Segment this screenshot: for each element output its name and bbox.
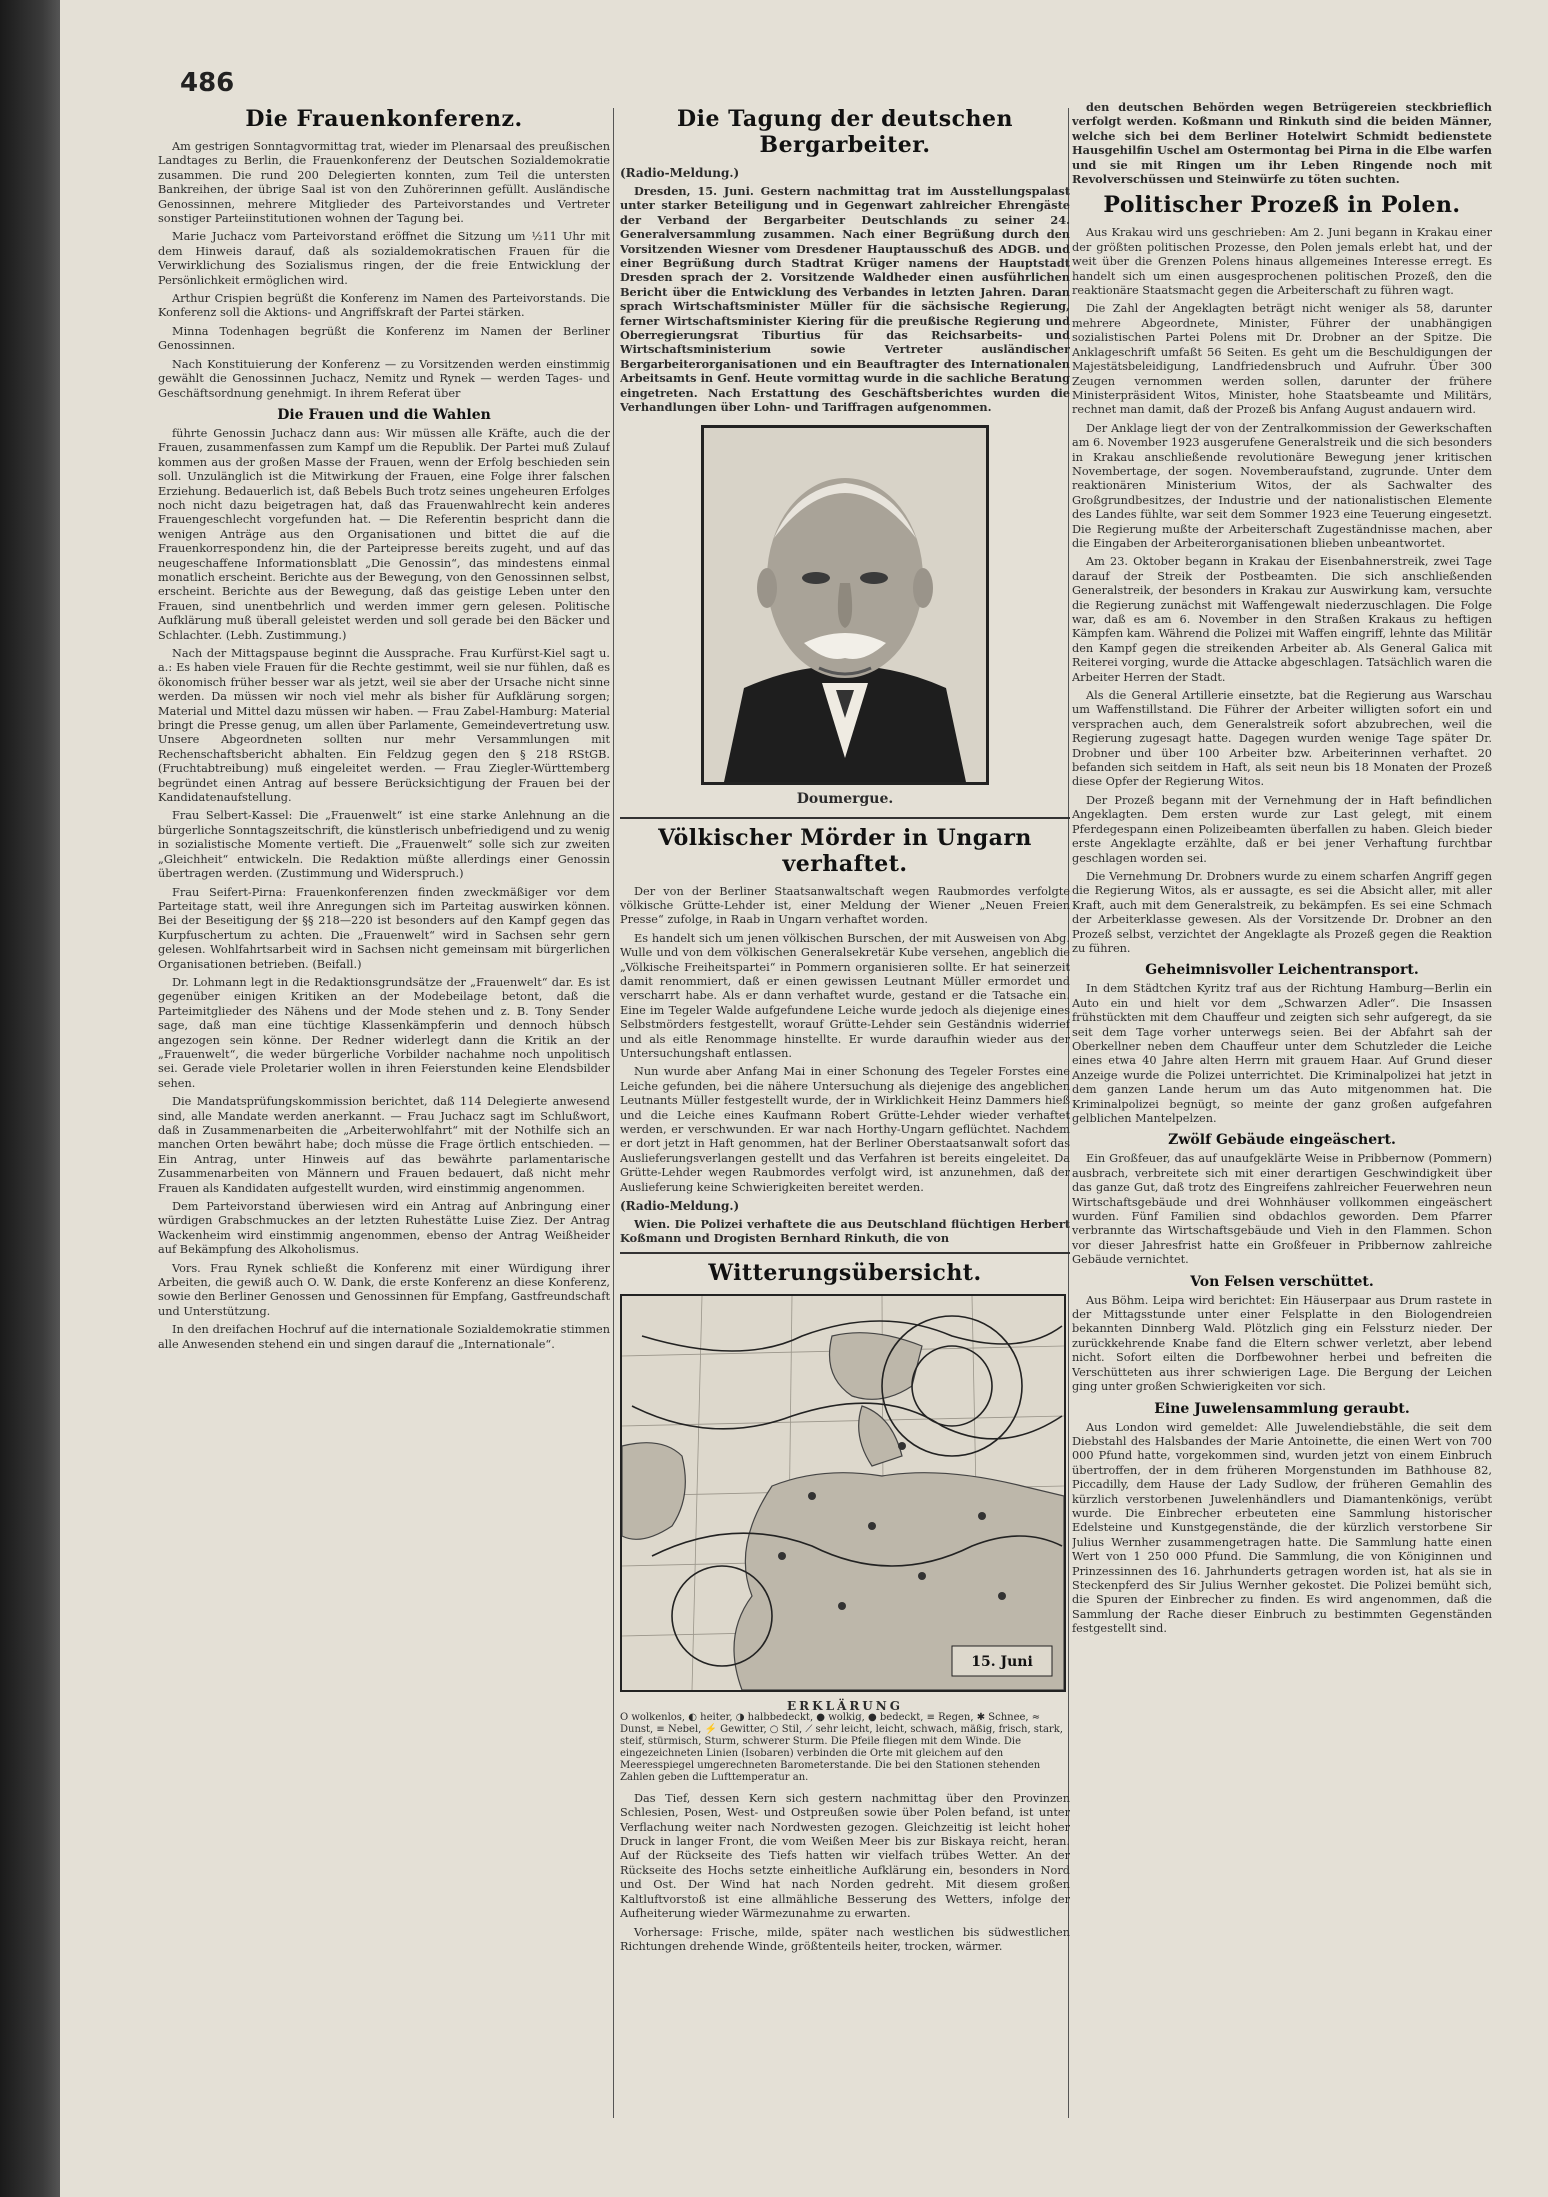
paragraph: Am gestrigen Sonntagvormittag trat, wieder im Plenarsaal des preußischen Landtages zu Berlin, die Frauenkonferenz der Deutschen Sozialdemokratie zusammen. Die rund 200 Delegierten konnten, zum Teil die untersten Bankreihen, der übrige Saal ist von den Zuhörerinnen gefüllt. Ausländische Genossinnen, mehrere Mitglieder des Parteivorstandes und Vertreter sonstiger Parteiinstitutionen wohnen der Tagung bei. <box>158 140 610 226</box>
paragraph: Dresden, 15. Juni. Gestern nachmittag trat im Ausstellungspalast unter starker Beteiligung und in Gegenwart zahlreicher Ehrengäste der Verband der Bergarbeiter Deutschlands zu seiner 24. Generalversammlung zusammen. Nach einer Begrüßung durch den Vorsitzenden Wiesner vom Dresdener Hauptausschuß des ADGB. und einer Begrüßung durch Stadtrat Krüger namens der Hauptstadt Dresden sprach der 2. Vorsitzende Waldheder einen ausführlichen Bericht über die Entwicklung des Verbandes in letzten Jahren. Daran sprach Wirtschaftsminister Müller für die sächsische Regierung, ferner Wirtschaftsminister Kiering für die preußische Regierung und Oberregierungsrat Tiburtius für das Reichsarbeits- und Wirtschaftsministerium sowie Vertreter ausländischer Bergarbeiterorganisationen und ein Beauftragter des Internationalen Arbeitsamts in Genf. Heute vormittag wurde in die sachliche Beratung eingetreten. Nach Erstattung des Geschäftsberichtes wurden die Verhandlungen über Lohn- und Tariffragen aufgenommen. <box>620 184 1070 415</box>
portrait-photo <box>701 425 989 785</box>
headline-frauenkonferenz: Die Frauenkonferenz. <box>245 106 523 132</box>
paragraph: Wien. Die Polizei verhaftete die aus Deutschland flüchtigen Herbert Koßmann und Drogisten Bernhard Rinkuth, die von <box>620 1217 1070 1246</box>
weather-map <box>620 1294 1066 1692</box>
headline-bergarbeiter: Die Tagung der deutschen Bergarbeiter. <box>677 106 1013 158</box>
paragraph: Das Tief, dessen Kern sich gestern nachmittag über den Provinzen Schlesien, Posen, West- und Ostpreußen sowie über Polen befand, ist unter Verflachung weiter nach Nordwesten gezogen. Gleichzeitig ist leicht hoher Druck in langer Front, die vom Weißen Meer bis zur Biskaya reicht, heran. Auf der Rückseite des Tiefs hatten wir vielfach trübes Wetter. An der Rückseite des Hochs setzte einheitliche Aufklärung ein, besonders in Nord und Ost. Der Wind hat nach Norden gedreht. Mit diesem großen Kaltluftvorstoß ist eine allmähliche Besserung des Wetters, infolge der Aufheiterung wieder Wärmezunahme zu erwarten. <box>620 1791 1070 1921</box>
column-rule-1 <box>613 108 614 2118</box>
headline-moerder-ungarn: Völkischer Mörder in Ungarn verhaftet. <box>658 824 1032 877</box>
subheadline-frauen-wahlen: Die Frauen und die Wahlen <box>277 406 491 423</box>
paragraph: Frau Selbert-Kassel: Die „Frauenwelt“ ist eine starke Anlehnung an die bürgerliche Sonntagszeitschrift, die künstlerisch unbefriedigend und zu wenig in sozialistische Momente vertieft. Die „Frauenwelt“ solle sich zur zweiten „Gleichheit“ entwickeln. Die Redaktion müßte allerdings einer Genossin übertragen werden. (Zustimmung und Widerspruch.) <box>158 809 610 881</box>
paragraph: Frau Seifert-Pirna: Frauenkonferenzen finden zweckmäßiger vor dem Parteitage statt, weil ihre Anregungen sich im Parteitag auswirken können. Bei der Beseitigung der §§ 218—220 ist besonders auf den Kampf gegen das Kurpfuschertum zu achten. Die „Frauenwelt“ wird in Sachsen sehr gern gelesen. Wohlfahrtsarbeit wird in Sachsen nicht gemeinsam mit bürgerlichen Organisationen betrieben. (Beifall.) <box>158 885 610 971</box>
subheadline-leichentransport: Geheimnisvoller Leichentransport. <box>1145 962 1419 979</box>
source-line: (Radio-Meldung.) <box>620 166 740 180</box>
divider <box>620 1252 1070 1254</box>
paragraph: Die Vernehmung Dr. Drobners wurde zu einem scharfen Angriff gegen die Regierung Witos, als er aussagte, es sei die Absicht aller, mit aller Kraft, auch mit dem Generalstreik, zu bekämpfen. Es sei eine Schmach der Arbeiterklasse gewesen. Als der Vorsitzende Dr. Drobner an den Prozeß selbst, verzichtet der Angeklagte als Prozeß gegen die Reaktion zu führen. <box>1072 869 1492 955</box>
map-date-label: 15. Juni <box>971 1653 1033 1670</box>
book-binding <box>0 0 60 2197</box>
paragraph: Nach der Mittagspause beginnt die Aussprache. Frau Kurfürst-Kiel sagt u. a.: Es haben viele Frauen für die Rechte gestimmt, weil sie nur fühlen, daß es ökonomisch früher besser war als jetzt, weil sie aber der Ursache nicht sinne werden. Da müssen wir noch viel mehr als bisher für Aufklärung sorgen; Material und Mittel dazu müssen wir haben. — Frau Zabel-Hamburg: Material bringt die Presse genug, um allen über Parlamente, Gemeindevertretung usw. Unsere Abgeordneten sollten nur mehr Versammlungen mit Rechenschaftsbericht abhalten. Ein Feldzug gegen den § 218 RStGB. (Fruchtabtreibung) muß eingeleitet werden. — Frau Ziegler-Württemberg begründet einen Antrag auf bessere Berücksichtigung der Frauen bei der Kandidatenaufstellung. <box>158 647 610 805</box>
paragraph: In dem Städtchen Kyritz traf aus der Richtung Hamburg—Berlin ein Auto ein und hielt vor dem „Schwarzen Adler“. Die Insassen frühstückten mit dem Chauffeur und zeigten sich sehr aufgeregt, da sie seit dem Tage vorher unterwegs seien. Bei der Abfahrt sah der Oberkellner neben dem Chauffeur unter dem Schutzleder die Leiche eines etwa 40 Jahre alten Herrn mit grauem Haar. Auf Grund dieser Anzeige wurde die Polizei unterrichtet. Die Kriminalpolizei hat jetzt in dem ganzen Lande herum um das Auto mitgenommen hat. Die Kriminalpolizei begnügt, so meinte der ganz großen aufgefahren gelblichen Mantelpelzen. <box>1072 982 1492 1125</box>
weather-map-drawing <box>622 1296 1064 1690</box>
paragraph: Aus London wird gemeldet: Alle Juwelendiebstähle, die seit dem Diebstahl des Halsbandes der Marie Antoinette, die einen Wert von 700 000 Pfund hatte, vorgekommen sind, wurden jetzt von einem Einbruch übertroffen, der in dem früheren Morgenstunden im Bathhouse 82, Piccadilly, dem Hause der Lady Sudlow, der früheren Gemahlin des kürzlich verstorbenen Juwelenhändlers und Diamantenkönigs, verübt wurde. Die Einbrecher erbeuteten eine Sammlung historischer Edelsteine und Kunstgegenstände, die der kürzlich verstorbene Sir Julius Wernher zusammengetragen hatte. Die Sammlung hatte einen Wert von 1 250 000 Pfund. Die Sammlung, die von Königinnen und Prinzessinnen des 16. Jahrhunderts getragen worden ist, hat als sie in Steckenpferd des Sir Julius Wernher gekostet. Die Polizei bemüht sich, die Spuren der Einbrecher zu finden. Es wird angenommen, daß die Sammlung der Rache dieser Einbruch zu bestimmten Gegenständen festgestellt sind. <box>1072 1420 1492 1636</box>
paragraph: Marie Juchacz vom Parteivorstand eröffnet die Sitzung um ½11 Uhr mit dem Hinweis darauf, daß als sozialdemokratischen Frauen für die Verwirklichung des Sozialismus ringen, der die freie Entwicklung der Persönlichkeit ermöglichen wird. <box>158 230 610 287</box>
paragraph: In den dreifachen Hochruf auf die internationale Sozialdemokratie stimmen alle Anwesenden stehend ein und singen darauf die „Internationale“. <box>158 1323 610 1351</box>
paragraph: Dr. Lohmann legt in die Redaktionsgrundsätze der „Frauenwelt“ dar. Es ist gegenüber einigen Kritiken an der Modebeilage betont, daß die Parteimitglieder des Nähens und der Mode stehen und z. B. Tony Sender sage, daß man eine tüchtige Klassenkämpferin und dennoch hübsch angezogen sein könne. Der Redner widerlegt dann die Kritik an der „Frauenwelt“, die weder bürgerliche Vorbilder nachahme noch unpolitisch sei. Gerade viele Proletarier wollen in ihren Feierstunden keine Elendsbilder sehen. <box>158 975 610 1090</box>
paragraph: Die Zahl der Angeklagten beträgt nicht weniger als 58, darunter mehrere Abgeordnete, Minister, Führer der unabhängigen sozialistischen Partei Polens mit Dr. Drobner an der Spitze. Die Anklageschrift umfaßt 56 Seiten. Es geht um die Beschuldigungen der Majestätsbeleidigung, Landfriedensbruch und Aufruhr. Über 300 Zeugen vernommen werden sollen, darunter der frühere Ministerpräsident Witos, Minister, hohe Staatsbeamte und Militärs, rechnet man damit, daß der Prozeß bis Anfang August andauern wird. <box>1072 302 1492 417</box>
subheadline-felsen: Von Felsen verschüttet. <box>1190 1273 1374 1290</box>
paragraph: Minna Todenhagen begrüßt die Konferenz im Namen der Berliner Genossinnen. <box>158 324 610 353</box>
map-legend <box>620 1700 1070 1784</box>
paragraph: Arthur Crispien begrüßt die Konferenz im Namen des Parteivorstands. Die Konferenz soll die Aktions- und Angriffskraft der Partei stärken. <box>158 292 610 320</box>
headline-witterung: Witterungsübersicht. <box>708 1259 982 1286</box>
paragraph: führte Genossin Juchacz dann aus: Wir müssen alle Kräfte, auch die der Frauen, zusammenfassen zum Kampf um die Republik. Der Partei muß Zulauf kommen aus der großen Masse der Frauen, wenn der Erfolg beschieden sein soll. Unzulänglich ist die Mitwirkung der Frauen, eine Folge ihrer falschen Erziehung. Bedauerlich ist, daß Bebels Buch trotz seines ungeheuren Erfolges noch nicht dazu beigetragen hat, daß das Frauenwahlrecht kein anderes Frauengeschlecht vorgefunden hat. — Die Referentin bespricht dann die wenigen Anträge aus den Organisationen und bittet die auf die Frauenkorrespondenz hin, die der Parteipresse bereits zugeht, und auf das neugeschaffene Informationsblatt „Die Genossin“, das mindestens einmal monatlich erscheint. Berichte aus der Bewegung, von den Genossinnen selbst, erscheint. Berichte aus der Bewegung, daß das geistige Leben unter den Frauen, sind unentbehrlich und werden immer gern gelesen. Politische Aufklärung muß überall geleistet werden und soll gerade bei den Bäcker und Schlachter. (Lebh. Zustimmung.) <box>158 426 610 642</box>
subheadline-gebaeude: Zwölf Gebäude eingeäschert. <box>1168 1132 1396 1149</box>
paragraph: Die Mandatsprüfungskommission berichtet, daß 114 Delegierte anwesend sind, alle Mandate werden anerkannt. — Frau Juchacz sagt im Schlußwort, daß in Zusammenarbeiten die „Arbeiterwohlfahrt“ mit der Nothilfe sich an manchen Orten bewährt habe; doch müsse die Frage örtlich entschieden. — Ein Antrag, unter Hinweis auf das bewährte parlamentarische Zusammenarbeiten von Männern und Frauen bedauert, daß nicht mehr Frauen als Kandidaten aufgestellt wurden, wird einstimmig angenommen. <box>158 1095 610 1195</box>
paragraph: den deutschen Behörden wegen Betrügereien steckbrieflich verfolgt werden. Koßmann und Rinkuth sind die beiden Männer, welche sich bei dem Berliner Hotelwirt Schmidt bedienstete Hausgehilfin Uschel am Ostermontag bei Pirna in die Elbe warfen und sie mit Ringen um ihr Leben Ringende noch mit Revolverschüssen und Steinwürfe zu töten suchten. <box>1072 100 1492 187</box>
legend-text: O wolkenlos, ◐ heiter, ◑ halbbedeckt, ● wolkig, ● bedeckt, ≡ Regen, ✱ Schnee, ≈ Dunst, ≡ Nebel, ⚡ Gewitter, ○ Stil, ⟋ sehr leicht, leicht, schwach, mäßig, frisch, stark, steif, stürmisch, Sturm, schwerer Sturm. Die Pfeile fliegen mit dem Winde. Die eingezeichneten Linien (Isobaren) verbinden die Orte mit gleichem auf den Meeresspiegel umgerechneten Barometerstande. Die bei den Stationen stehenden Zahlen geben die Lufttemperatur an. <box>620 1711 1063 1783</box>
column-2 <box>620 100 1070 2150</box>
paragraph: Der Prozeß begann mit der Vernehmung der in Haft befindlichen Angeklagten. Dem ersten wurde zur Last gelegt, mit einem Pferdegespann einen Polizeibeamten überfallen zu haben. Gleich bieder erste Angeklagte erzählte, daß er bei jener Verhaftung furchtbar geschlagen worden sei. <box>1072 793 1492 865</box>
paragraph: Der Anklage liegt der von der Zentralkommission der Gewerkschaften am 6. November 1923 ausgerufene Generalstreik und die sich besonders in Krakau anschließende revolutionäre Bewegung jener kritischen Novembertage, der sogen. Novemberaufstand, zugrunde. Unter dem reaktionären Ministerium Witos, der als Sachwalter des Großgrundbesitzes, der Industrie und der nationalistischen Elemente des Landes fühlte, war seit dem Sommer 1923 eine Teuerung eingesetzt. Die Regierung mußte der Arbeiterschaft Zugeständnisse machen, aber die Eingaben der Arbeiterorganisationen blieben unbeantwortet. <box>1072 421 1492 550</box>
paragraph: Als die General Artillerie einsetzte, bat die Regierung aus Warschau um Waffenstillstand. Die Führer der Arbeiter willigten sofort ein und versprachen auch, dem Generalstreik sofort abzubrechen, weil die Regierung zugesagt hatte. Dagegen wurden wenige Tage später Dr. Drobner und über 100 Arbeiter bzw. Arbeiterinnen verhaftet. 20 befanden sich seitdem in Haft, als seit neun bis 18 Monaten der Prozeß diese Opfer der Regierung Witos. <box>1072 689 1492 789</box>
divider <box>620 817 1070 819</box>
paragraph: Nun wurde aber Anfang Mai in einer Schonung des Tegeler Forstes eine Leiche gefunden, bei die nähere Untersuchung als diejenige des angeblichen Leutnants Müller festgestellt wurde, der in Wirklichkeit Heinz Dammers hieß und die Leiche eines Kaufmann Robert Grütte-Lehder wieder verhaftet werden, er verschwunden. Er war nach Horthy-Ungarn geflüchtet. Nachdem er dort jetzt in Haft genommen, hat der Berliner Oberstaatsanwalt sofort das Auslieferungsverlangen gestellt und das Verfahren ist bereits eingeleitet. Da Grütte-Lehder wegen Raubmordes verfolgt wird, ist anzunehmen, daß der Auslieferung keine Schwierigkeiten bereitet werden. <box>620 1065 1070 1194</box>
paragraph: Ein Großfeuer, das auf unaufgeklärte Weise in Pribbernow (Pommern) ausbrach, verbreitete sich mit einer derartigen Geschwindigkeit über das ganze Gut, daß trotz des Eingreifens zahlreicher Feuerwehren neun Wirtschaftsgebäude und drei Wohnhäuser vollkommen eingeäschert wurden. Fünf Familien sind obdachlos geworden. Dem Pfarrer verbrannte das Wirtschaftsgebäude und Vieh in den Flammen. Schon vor dieser Jahresfrist hatte ein Großfeuer in Pribbernow zahlreiche Gebäude vernichtet. <box>1072 1152 1492 1267</box>
legend-title: ERKLÄRUNG <box>787 1698 903 1713</box>
column-3 <box>1072 100 1492 2150</box>
paragraph: Vorhersage: Frische, milde, später nach westlichen bis südwestlichen Richtungen drehende Winde, größtenteils heiter, trocken, wärmer. <box>620 1925 1070 1953</box>
paragraph: Aus Krakau wird uns geschrieben: Am 2. Juni begann in Krakau einer der größten politischen Prozesse, den Polen jemals erlebt hat, und der weit über die Grenzen Polens hinaus allgemeines Interesse erregt. Es handelt sich um einen ausgesprochenen politischen Prozeß, den die reaktionäre Staatsmacht gegen die Arbeiterschaft zu führen wagt. <box>1072 226 1492 298</box>
paragraph: Am 23. Oktober begann in Krakau der Eisenbahnerstreik, zwei Tage darauf der Streik der Postbeamten. Die sich anschließenden Generalstreik, der besonders in Krakau zur Auswirkung kam, versuchte die Regierung zunächst mit Waffengewalt niederzuschlagen. Die Folge war, daß es am 6. November in den Straßen Krakaus zu heftigen Kämpfen kam. Während die Polizei mit Waffen eingriff, lehnte das Militär den Kampf gegen die streikenden Arbeiter ab. Als General Galica mit Reiterei vorging, wurde die Attacke abgeschlagen. Tatsächlich waren die Arbeiter Herren der Stadt. <box>1072 555 1492 684</box>
paragraph: Es handelt sich um jenen völkischen Burschen, der mit Ausweisen von Abg. Wulle und von dem völkischen Generalsekretär Kube versehen, angeblich die „Völkische Freiheitspartei“ in Pommern organisieren sollte. Er hat seinerzeit damit renommiert, daß er einen gewissen Leutnant Müller ermordet und verscharrt habe. Als er dann verhaftet wurde, gestand er die Tatsache ein. Eine im Tegeler Walde aufgefundene Leiche wurde jedoch als diejenige eines Selbstmörders festgestellt, worauf Grütte-Lehder sein Geständnis widerrief und als eitle Renommage hinstellte. Er wurde daraufhin wieder aus der Untersuchungshaft entlassen. <box>620 931 1070 1060</box>
subheadline-juwelen: Eine Juwelensammlung geraubt. <box>1154 1400 1410 1417</box>
paragraph: Vors. Frau Rynek schließt die Konferenz mit einer Würdigung ihrer Arbeiten, die gewiß auch O. W. Dank, die erste Konferenz an diese Konferenz, sowie den Berliner Genossen und Genossinnen für Empfang, Gastfreundschaft und Unterstützung. <box>158 1261 610 1318</box>
paragraph: Dem Parteivorstand überwiesen wird ein Antrag auf Anbringung einer würdigen Grabschmuckes an der letzten Ruhestätte Luise Ziez. Der Antrag Wackenheim wird einstimmig angenommen, ebenso der Antrag Weißheider auf Bekämpfung des Alkoholismus. <box>158 1200 610 1257</box>
paragraph: Nach Konstituierung der Konferenz — zu Vorsitzenden werden einstimmig gewählt die Genossinnen Juchacz, Nemitz und Rynek — werden Tages- und Geschäftsordnung genehmigt. In ihrem Referat über <box>158 357 610 400</box>
photo-caption: Doumergue. <box>796 790 894 807</box>
paragraph: Der von der Berliner Staatsanwaltschaft wegen Raubmordes verfolgte völkische Grütte-Lehder ist, einer Meldung der Wiener „Neuen Freien Presse“ zufolge, in Raab in Ungarn verhaftet worden. <box>620 884 1070 927</box>
page-number: 486 <box>180 68 235 98</box>
portrait-illustration <box>704 428 986 782</box>
paragraph: Aus Böhm. Leipa wird berichtet: Ein Häuserpaar aus Drum rastete in der Mittagsstunde unter einer Felsplatte in den Biologendreien bekannten Dinnberg Wald. Plötzlich ging ein Felssturz nieder. Der zurückkehrende Knabe fand die Eltern schwer verletzt, aber lebend nicht. Sofort eilten die Dorfbewohner herbei und befreiten die Verschütteten aus ihrer schwierigen Lage. Die Bergung der Leichen ging unter großen Schwierigkeiten vor sich. <box>1072 1293 1492 1394</box>
headline-prozess-polen: Politischer Prozeß in Polen. <box>1103 192 1461 219</box>
source-line: (Radio-Meldung.) <box>620 1199 740 1214</box>
column-1 <box>158 100 610 2150</box>
